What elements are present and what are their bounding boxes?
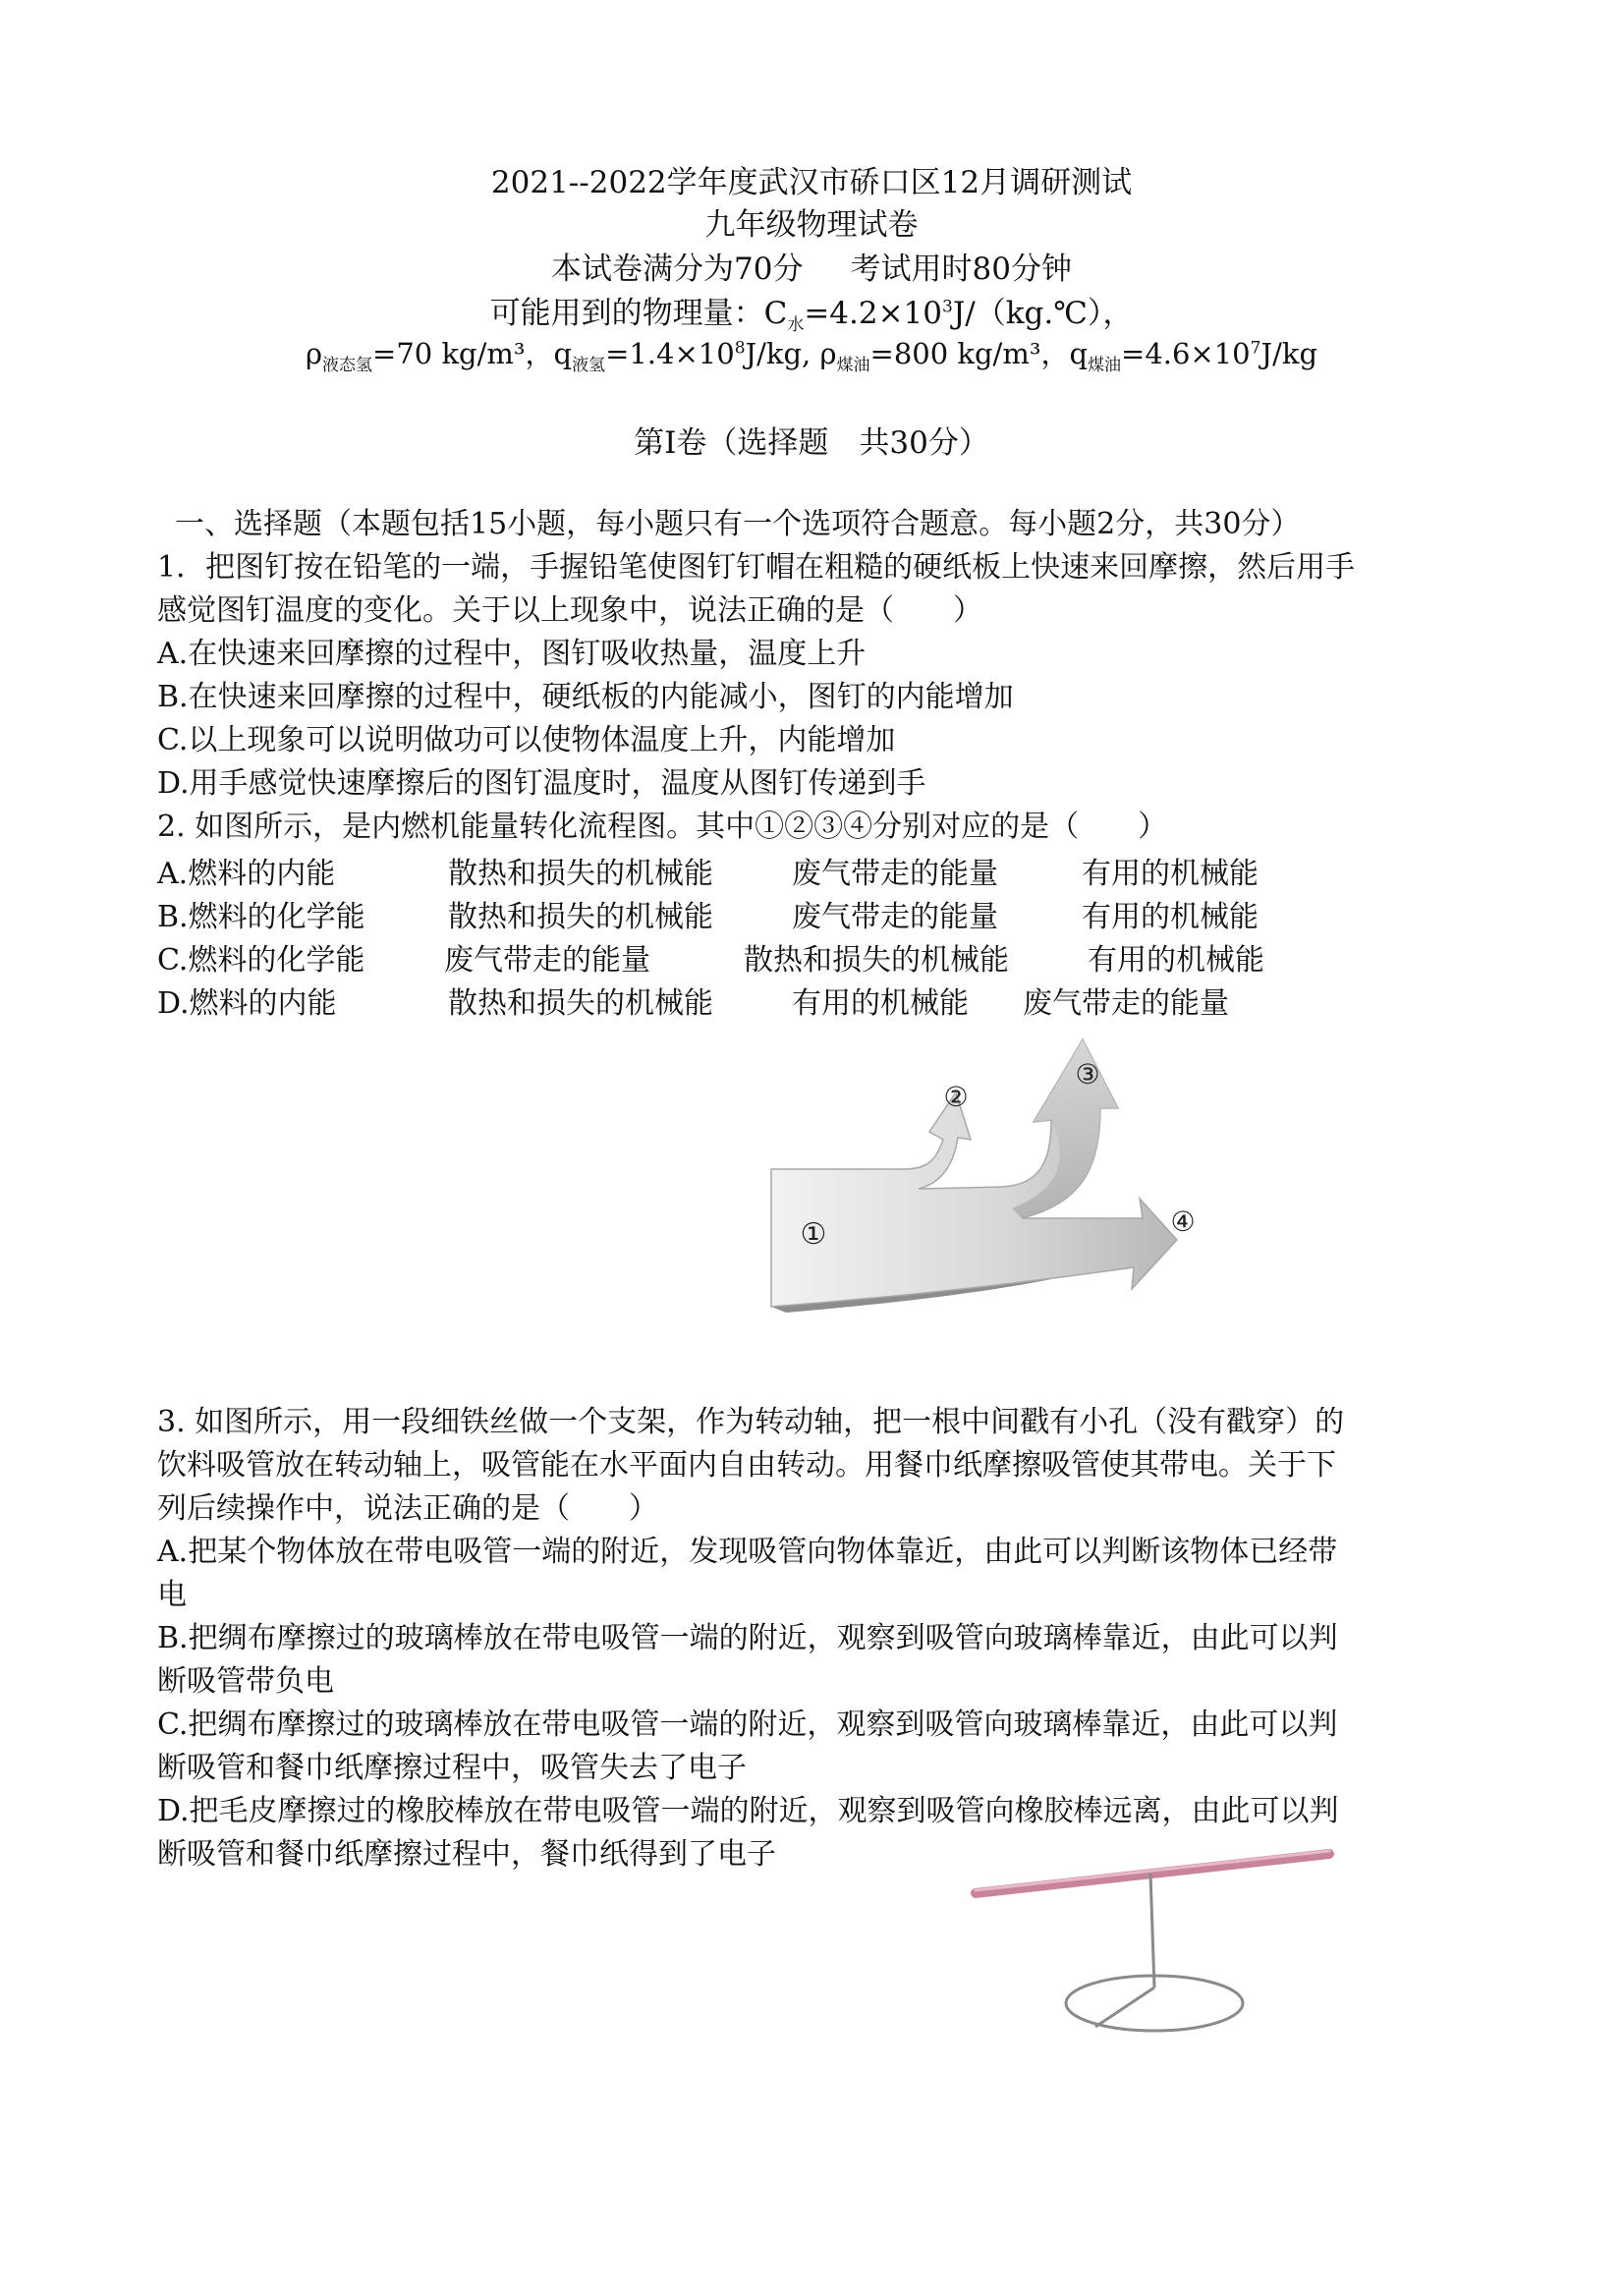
part-title: 第Ⅰ卷（选择题 共30分）	[634, 425, 989, 461]
straw-stand-figure	[958, 1842, 1351, 2039]
q3-option-a-line2: 电	[157, 1578, 187, 1612]
full-score: 本试卷满分为70分	[551, 252, 804, 287]
exam-info	[0, 244, 1623, 288]
flow-label-4: ④	[1170, 1205, 1196, 1238]
wire-base-spoke	[1095, 1988, 1154, 2027]
q1-stem-line1: 1．把图钉按在铅笔的一端，手握铅笔使图钉钉帽在粗糙的硬纸板上快速来回摩擦，然后用手	[157, 550, 1356, 585]
exam-title: 2021--2022学年度武汉市硚口区12月调研测试	[490, 165, 1133, 200]
q3-option-b-line1: B.把绸布摩擦过的玻璃棒放在带电吸管一端的附近，观察到吸管向玻璃棒靠近，由此可以判	[157, 1621, 1338, 1655]
constants-line-1: 可能用到的物理量：$C_水=4.2\times 10^3J/(kg.℃)$，	[489, 296, 1134, 336]
q1-option-c: C.以上现象可以说明做功可以使物体温度上升，内能增加	[157, 723, 896, 757]
section-title: 一、选择题（本题包括15小题，每小题只有一个选项符合题意。每小题2分，共30分）	[175, 507, 1301, 541]
exam-subtitle: 九年级物理试卷	[704, 207, 919, 243]
flow-arrow-body	[771, 1039, 1177, 1307]
q3-option-a-line1: A.把某个物体放在带电吸管一端的附近，发现吸管向物体靠近，由此可以判断该物体已经带	[157, 1535, 1338, 1569]
q3-option-c-line1: C.把绸布摩擦过的玻璃棒放在带电吸管一端的附近，观察到吸管向玻璃棒靠近，由此可以判	[157, 1708, 1338, 1742]
q2-stem: 2. 如图所示，是内燃机能量转化流程图。其中①②③④分别对应的是（ ）	[157, 810, 1168, 844]
q3-stem-line2: 饮料吸管放在转动轴上，吸管能在水平面内自由转动。用餐巾纸摩擦吸管使其带电。关于下	[157, 1448, 1336, 1483]
flow-label-3: ③	[1075, 1058, 1100, 1091]
wire-axis	[1150, 1874, 1154, 1988]
q1-option-d: D.用手感觉快速摩擦后的图钉温度时，温度从图钉传递到手	[157, 766, 926, 801]
q1-stem-line2: 感觉图钉温度的变化。关于以上现象中，说法正确的是（ ）	[157, 593, 982, 628]
energy-flow-diagram	[756, 1022, 1238, 1326]
flow-label-2: ②	[943, 1081, 969, 1113]
q3-stem-line1: 3. 如图所示，用一段细铁丝做一个支架，作为转动轴，把一根中间戳有小孔（没有戳穿）的	[157, 1405, 1345, 1439]
q1-option-a: A.在快速来回摩擦的过程中，图钉吸收热量，温度上升	[157, 637, 867, 671]
q3-option-b-line2: 断吸管带负电	[157, 1664, 334, 1699]
q3-option-c-line2: 断吸管和餐巾纸摩擦过程中，吸管失去了电子	[157, 1751, 747, 1785]
q3-option-d-line2: 断吸管和餐巾纸摩擦过程中，餐巾纸得到了电子	[157, 1837, 776, 1872]
drinking-straw	[976, 1854, 1329, 1893]
constants-line-2: $\rho_{液态氢}=70$ kg/m³，$q_{液氢}=1.4\times 10^8J/kg$, $\rho_{煤油}=800$ kg/m³，$q_{煤油}=4.6\times 10^7J/kg$	[305, 337, 1318, 375]
flow-label-1: ①	[800, 1217, 827, 1252]
q3-option-d-line1: D.把毛皮摩擦过的橡胶棒放在带电吸管一端的附近，观察到吸管向橡胶棒远离，由此可以判	[157, 1794, 1339, 1828]
q3-stem-line3: 列后续操作中，说法正确的是（ ）	[157, 1491, 658, 1526]
q1-option-b: B.在快速来回摩擦的过程中，硬纸板的内能减小，图钉的内能增加	[157, 680, 1014, 714]
exam-time: 考试用时80分钟	[850, 252, 1072, 287]
